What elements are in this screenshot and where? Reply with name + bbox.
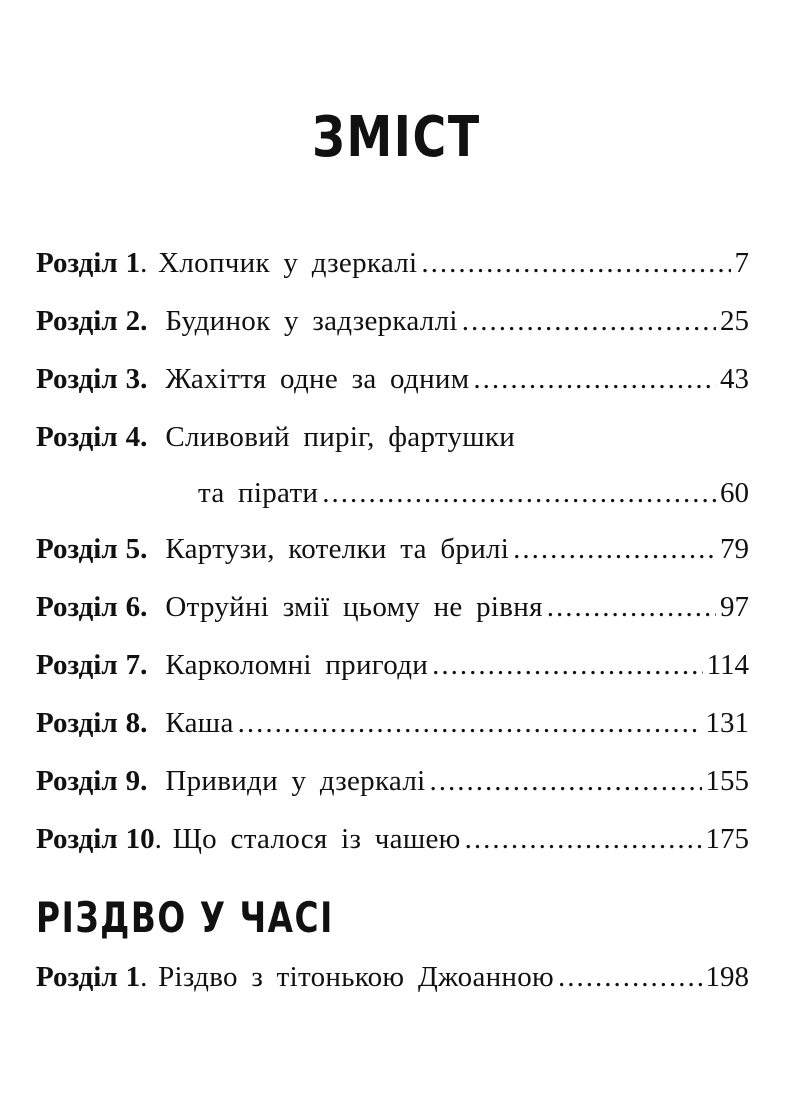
chapter-title: Що сталося із чашею <box>172 823 461 855</box>
toc-entry-4[interactable] <box>36 408 749 464</box>
chapter-label: Розділ 5. <box>36 533 148 565</box>
chapter-title: Каша <box>165 707 234 739</box>
chapter-label: Розділ 1 <box>36 247 141 279</box>
section-title: РІЗДВО У ЧАСІ <box>36 893 334 942</box>
dot-leader <box>238 694 702 752</box>
page-number: 114 <box>706 649 749 681</box>
toc-list <box>36 234 749 868</box>
dot-leader <box>322 464 716 522</box>
toc-entry-9[interactable] <box>36 752 749 810</box>
chapter-title: Хлопчик у дзеркалі <box>158 247 418 279</box>
dot-leader <box>473 350 716 408</box>
page-number: 97 <box>720 591 749 623</box>
dot-leader <box>513 520 716 578</box>
page-number: 131 <box>705 707 749 739</box>
chapter-title: Будинок у задзеркаллі <box>165 305 458 337</box>
page-number: 60 <box>720 477 749 509</box>
chapter-label: Розділ 6. <box>36 591 148 623</box>
chapter-label: Розділ 10 <box>36 823 155 855</box>
toc-entry-1[interactable] <box>36 234 749 292</box>
toc-entry-2[interactable] <box>36 292 749 350</box>
chapter-label: Розділ 1 <box>36 961 141 993</box>
page-number: 43 <box>720 363 749 395</box>
chapter-label: Розділ 7. <box>36 649 148 681</box>
toc-entry-4-continued[interactable] <box>36 464 749 520</box>
page-number: 198 <box>705 961 749 993</box>
toc-entry-3[interactable] <box>36 350 749 408</box>
section-toc-entry-1[interactable] <box>36 948 749 1006</box>
dot-leader <box>432 636 702 694</box>
chapter-label: Розділ 9. <box>36 765 148 797</box>
page-number: 155 <box>705 765 749 797</box>
section-toc-list <box>36 948 749 1006</box>
toc-title: ЗМІСТ <box>312 105 481 170</box>
chapter-title: Карколомні пригоди <box>165 649 429 681</box>
toc-entry-6[interactable] <box>36 578 749 636</box>
toc-entry-7[interactable] <box>36 636 749 694</box>
dot-leader <box>547 578 716 636</box>
chapter-title: Різдво з тітонькою Джоанною <box>158 961 555 993</box>
dot-leader <box>465 810 702 868</box>
toc-entry-8[interactable] <box>36 694 749 752</box>
chapter-title: Картузи, котелки та брилі <box>165 533 510 565</box>
dot-leader <box>462 292 716 350</box>
page-number: 25 <box>720 305 749 337</box>
chapter-title: Привиди у дзеркалі <box>165 765 426 797</box>
toc-entry-5[interactable] <box>36 520 749 578</box>
chapter-title-continued: та пірати <box>198 477 319 509</box>
dot-leader <box>429 752 701 810</box>
chapter-title: Отруйні змії цьому не рівня <box>165 591 543 623</box>
toc-entry-10[interactable] <box>36 810 749 868</box>
chapter-label: Розділ 4. <box>36 421 148 453</box>
page-number: 175 <box>705 823 749 855</box>
chapter-title: Сливовий пиріг, фартушки <box>165 421 516 453</box>
page-number: 79 <box>720 533 749 565</box>
chapter-label: Розділ 2. <box>36 305 148 337</box>
chapter-label: Розділ 8. <box>36 707 148 739</box>
dot-leader <box>558 948 701 1006</box>
dot-leader <box>421 234 730 292</box>
page-number: 7 <box>734 247 749 279</box>
chapter-label: Розділ 3. <box>36 363 148 395</box>
chapter-title: Жахіття одне за одним <box>165 363 470 395</box>
